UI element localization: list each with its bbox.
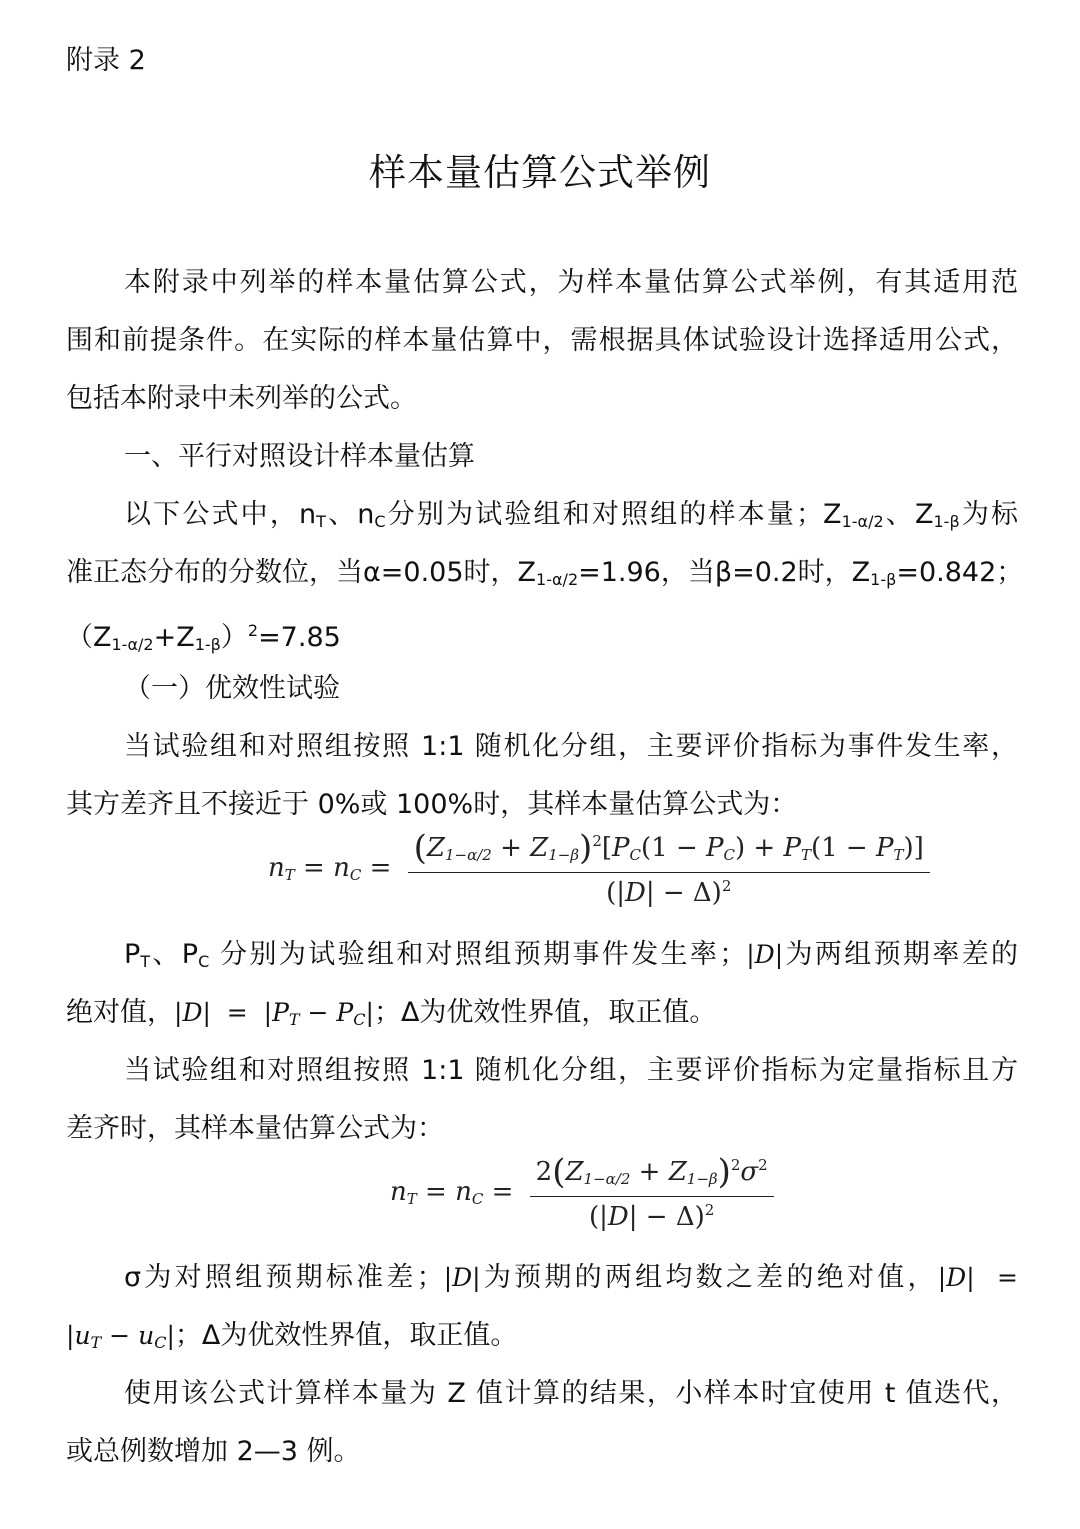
formula-continuous: $n_T = n_C$ = $\frac{2(Z_{1-\alpha/2} + Z_{1-\beta})^2\sigma^2}{(|D| - \Delta)^2}$: [390, 1152, 774, 1232]
case2-line-1: 当试验组和对照组按照 1:1 随机化分组，主要评价指标为定量指标且方: [124, 1055, 1018, 1086]
case2-line-2: 差齐时，其样本量估算公式为：: [66, 1113, 444, 1144]
abs-d-symbol: |D|: [746, 940, 784, 969]
def2-line-2: $|u_T - u_C|$；Δ为优效性界值，取正值。: [66, 1320, 518, 1352]
section-heading: 一、平行对照设计样本量估算: [124, 441, 475, 472]
abs-d-symbol-2: |D|: [443, 1263, 481, 1292]
abs-u-diff: $|u_T - u_C|$: [66, 1321, 175, 1352]
abs-d-equation: $|D| = |P_T - P_C|$: [174, 998, 374, 1029]
params-line-2: 准正态分布的分数位，当α=0.05时，$Z_{1-\alpha/2}=1.96$，当β=0.2时，$Z_{1-\beta}=0.842$；: [66, 557, 1024, 589]
formula-binary: $n_T = n_C$ = $\frac{(Z_{1-\alpha/2} + Z_{1-\beta})^2[P_C(1 - P_C) + P_T(1 - P_T)]}{(|D| - \Delta)^2}$: [268, 828, 930, 908]
case1-line-2: 其方差齐且不接近于 0%或 100%时，其样本量估算公式为：: [66, 789, 798, 820]
intro-line-3: 包括本附录中未列举的公式。: [66, 383, 417, 414]
def1-line-2: 绝对值，$|D| = |P_T - P_C|$；Δ为优效性界值，取正值。: [66, 997, 717, 1029]
params-line-3: $(Z_{1-\alpha/2}+Z_{1-\beta})^2=7.85$: [66, 621, 341, 654]
def1-line-1: $P_T$、$P_C$ 分别为试验组和对照组预期事件发生率；|D|为两组预期率差的: [124, 939, 1018, 971]
page-title: 样本量估算公式举例: [369, 151, 711, 194]
intro-line-1: 本附录中列举的样本量估算公式，为样本量估算公式举例，有其适用范: [124, 267, 1018, 298]
case1-line-1: 当试验组和对照组按照 1:1 随机化分组，主要评价指标为事件发生率，: [124, 731, 1018, 762]
note-line-1: 使用该公式计算样本量为 Z 值计算的结果，小样本时宜使用 t 值迭代，: [124, 1378, 1018, 1409]
appendix-label: 附录 2: [66, 45, 146, 76]
def2-line-1: σ为对照组预期标准差；|D|为预期的两组均数之差的绝对值，|D| =: [124, 1262, 1018, 1293]
subsection-heading: （一）优效性试验: [124, 673, 340, 704]
intro-line-2: 围和前提条件。在实际的样本量估算中，需根据具体试验设计选择适用公式，: [66, 325, 1018, 356]
note-line-2: 或总例数增加 2—3 例。: [66, 1436, 361, 1467]
params-line-1: 以下公式中，$n_T$、$n_C$分别为试验组和对照组的样本量；$Z_{1-\alpha/2}$、$Z_{1-\beta}$为标: [124, 499, 1018, 531]
